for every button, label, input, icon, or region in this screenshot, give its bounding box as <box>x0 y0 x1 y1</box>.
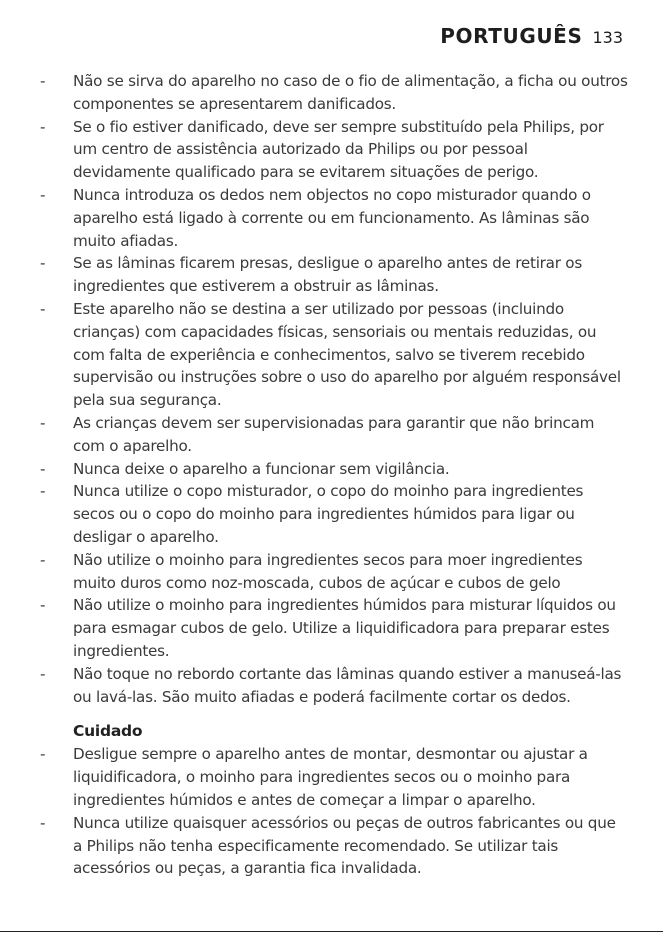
list-item: - Nunca deixe o aparelho a funcionar sem vigilância. <box>40 458 628 481</box>
list-item: - Se o fio estiver danificado, deve ser sempre substituído pela Philips, por um centro de assistência autorizado da Philips ou por pessoal devidamente qualificado para se evitarem situações de perigo. <box>40 116 628 184</box>
list-item: - Desligue sempre o aparelho antes de montar, desmontar ou ajustar a liquidificadora, o moinho para ingredientes secos ou o moinho para ingredientes húmidos e antes de começar a limpar o aparelho. <box>40 743 628 811</box>
bottom-divider <box>0 931 663 932</box>
warnings-list <box>40 70 628 708</box>
caution-list <box>40 743 628 880</box>
list-item: - Nunca introduza os dedos nem objectos no copo misturador quando o aparelho está ligado à corrente ou em funcionamento. As lâminas são muito afiadas. <box>40 184 628 252</box>
list-item: - As crianças devem ser supervisionadas para garantir que não brincam com o aparelho. <box>40 412 628 458</box>
list-item: - Nunca utilize quaisquer acessórios ou peças de outros fabricantes ou que a Philips não tenha especificamente recomendado. Se utilizar tais acessórios ou peças, a garantia fica invalidada. <box>40 812 628 880</box>
list-item: - Este aparelho não se destina a ser utilizado por pessoas (incluindo crianças) com capacidades físicas, sensoriais ou mentais reduzidas, ou com falta de experiência e conhecimentos, salvo se tiverem recebido supervisão ou instruções sobre o uso do aparelho por alguém responsável pela sua segurança. <box>40 298 628 412</box>
page-number: 133 <box>592 28 623 47</box>
list-item: - Se as lâminas ficarem presas, desligue o aparelho antes de retirar os ingredientes que estiverem a obstruir as lâminas. <box>40 252 628 298</box>
page-header <box>440 24 623 48</box>
page-content <box>40 70 628 880</box>
list-item: - Nunca utilize o copo misturador, o copo do moinho para ingredientes secos ou o copo do moinho para ingredientes húmidos para ligar ou desligar o aparelho. <box>40 480 628 548</box>
list-item: - Não utilize o moinho para ingredientes secos para moer ingredientes muito duros como noz-moscada, cubos de açúcar e cubos de gelo <box>40 549 628 595</box>
caution-heading: Cuidado <box>73 722 143 741</box>
language-title: PORTUGUÊS <box>440 24 583 48</box>
list-item: - Não toque no rebordo cortante das lâminas quando estiver a manuseá-las ou lavá-las. São muito afiadas e poderá facilmente cortar os dedos. <box>40 663 628 709</box>
list-item: - Não se sirva do aparelho no caso de o fio de alimentação, a ficha ou outros componentes se apresentarem danificados. <box>40 70 628 116</box>
list-item: - Não utilize o moinho para ingredientes húmidos para misturar líquidos ou para esmagar cubos de gelo. Utilize a liquidificadora para preparar estes ingredientes. <box>40 594 628 662</box>
